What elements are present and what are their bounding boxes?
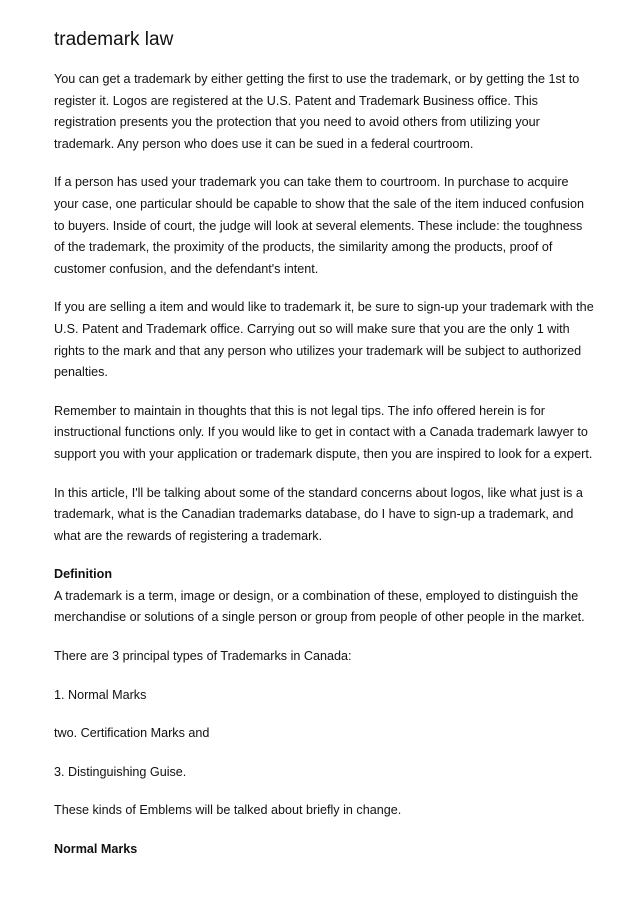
list-item: 3. Distinguishing Guise. [54, 764, 187, 779]
types-outro: These kinds of Emblems will be talked about briefly in change. [54, 803, 402, 818]
list-item: two. Certification Marks and [54, 726, 210, 741]
paragraph-3: If you are selling a item and would like to trademark it, be sure to sign-up your trademark with the U.S. Patent and Trademark office. Carrying out so will make sure that you are the only 1 with rights to the mark and that any person who utilizes your trademark will be subject to authorized penalties. [54, 300, 594, 380]
document-content [54, 28, 594, 861]
paragraph-5: In this article, I'll be talking about some of the standard concerns about logos, like what just is a trademark, what is the Canadian trademarks database, do I have to sign-up a trademark, and what are the rewards of registering a trademark. [54, 485, 583, 543]
paragraph-4: Remember to maintain in thoughts that this is not legal tips. The info offered herein is for instructional functions only. If you would like to get in contact with a Canada trademark lawyer to support you with your application or trademark dispute, then you are inspired to look for a expert. [54, 403, 593, 461]
list-item: 1. Normal Marks [54, 687, 147, 702]
paragraph-1: You can get a trademark by either getting the first to use the trademark, or by getting the 1st to register it. Logos are registered at the U.S. Patent and Trademark Business office. This registration presents you the protection that you need to avoid others from utilizing your trademark. Any person who does use it can be sued in a federal courtroom. [54, 72, 580, 151]
paragraph-2: If a person has used your trademark you can take them to courtroom. In purchase to acquire your case, one particular should be capable to show that the sale of the item induced confusion to buyers. Inside of court, the judge will look at several elements. These include: the toughness of the trademark, the proximity of the products, the similarity among the products, proof of customer confusion, and the defendant's intent. [54, 175, 584, 276]
definition-text: A trademark is a term, image or design, or a combination of these, employed to distinguish the merchandise or solutions of a single person or group from people of other people in the market. [54, 588, 585, 625]
normal-marks-heading: Normal Marks [54, 842, 138, 857]
definition-heading: Definition [54, 567, 113, 582]
types-intro: There are 3 principal types of Trademarks in Canada: [54, 649, 352, 664]
page-title: trademark law [54, 29, 174, 50]
